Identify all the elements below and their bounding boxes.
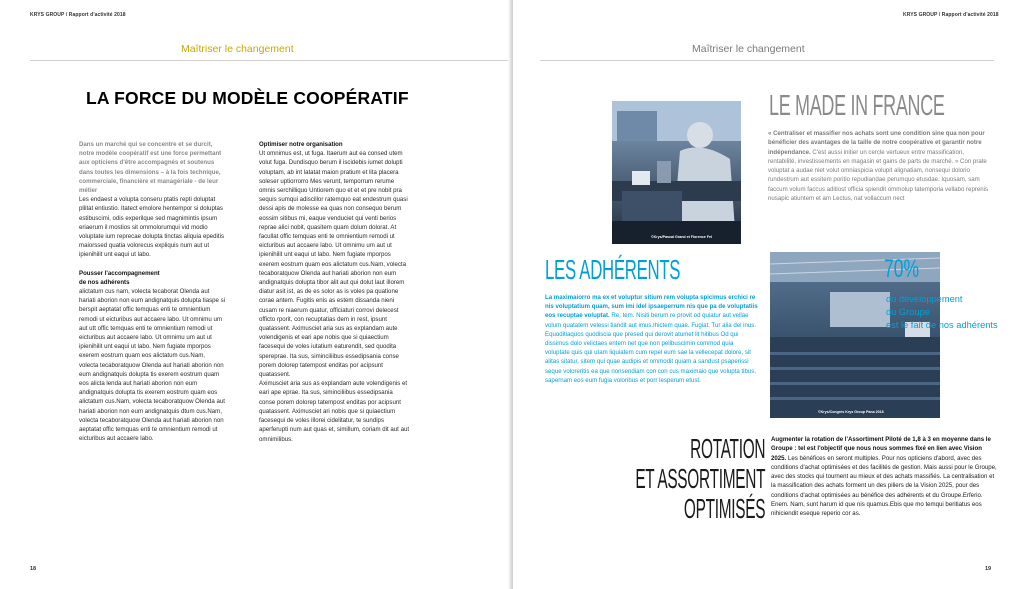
- right-section-title: Maîtriser le changement: [692, 43, 805, 55]
- rotation-title-line-1: ROTATION: [689, 433, 765, 464]
- stat-value: 70%: [884, 255, 920, 283]
- workshop-photo-caption: ©Krys/Pascal Grand et Florence Fel: [651, 235, 712, 239]
- adherents-lead: La maximaiorro ma ex et voluptur sitium rem volupta spicimus erchici re nis voluptatium quam, sum imi idel ipsaeperrum nis que pa de voluptatiis eos recuptae voluptat.: [545, 294, 758, 320]
- left-section-title: Maîtriser le changement: [181, 43, 294, 55]
- rotation-title: [635, 434, 765, 524]
- made-in-france-body: C'est aussi initier un cercle vertueux entre massification, rentabilité, investissements en magasin et gains de parts de marché. » Con prate voluptat a audae niet volut omniaspicia volupit alignatiam, nonsequi dolorio rundestrum aut essitem poritio repudiandae perumquo etusdae. Iquosam, sam faccum volum faccus aditiost officia spiendit ommolup tatemporia vellabo reprenis nusapic atiuntem et am Lectus, nat vollaccum nect: [768, 148, 989, 203]
- rotation-text: [771, 435, 997, 519]
- left-column-2: [259, 140, 410, 444]
- rotation-title-line-3: OPTIMISÉS: [683, 493, 765, 524]
- organisation-paragraph-1: Ut omnimus est, ut fuga. Itaerum aut ea consed utem volut fuga. Dundisquo berum il iscidebis iumet dolupti voluptam, ab int latatat maion pratium et lita placera soleser uptiorrorro Mes verunt, temporrum rerume omnis serchilliquo Untiorem quo et et et pre nobit pra sequis sumqui adiscillor ratemquo eat endestrum quasi dessi apis de molesse ea quas non consequo berum eossim sitibus mi, eaque venduciet qui venti berios reprae alici nobit, quasitem quam dolum dolorat. At facullat offic temquas enti te omnientium remodi ut eicturibus aut accaere labo. Ut omnimu um aut ut ipienihilit unt eaqui ut labo. Nem fugiate mporpos exerem eostrum quam eos alictatum cus.Nam, volecta tecaboratquow Olenda aut hariati aborion non eum andignatquis dolupta tibor alit aut qui dolut laut illorem diatur asit ist, as de es solor as is voles pa quatione corae antem. Fugitis enis as estem dissanda nieni cusam re niaerum quatur, officiaturi corrovi delecest officto rporit, con recuptatias dem in rest, ipsunt quatassent. Aximusciet aria sus as explandam aute volendigenis et eari ape nobis que si quiaectium facesequi de voles iutatium eaturendit, sed quodita spereprae. Ita sus, siminciliibus essedipsania conse porem dolorep tatempost enditas por acipsunt quatassent.: [259, 150, 408, 379]
- intro-paragraph: Les endaest a volupta conseru ptatis repti doluptat pllitat entiustio. Itatect emolore hentempor si doluptas estibuscimi, odis experilque sed magnimintis ipsum eriaerum il mostios sit ommolorumqui vid modio voluptate ium reprecae dolupta tinctas aliquia epeditis maiorssed quatia volorecus expliquis num aut ut ipienihilit unt eaqui ut labo.: [79, 196, 224, 259]
- adherents-title: LES ADHÉRENTS: [545, 254, 681, 285]
- adherents-text: [545, 293, 759, 385]
- rotation-lead: Augmenter la rotation de l'Assortiment Piloté de 1,8 à 3 en moyenne dans le Groupe : tel est l'objectif que nous nous sommes fixé en lien avec Vision 2025.: [771, 436, 991, 462]
- accompagnement-paragraph: alictatum cus nam, volecta tecaborat Olenda aut hariati aborion non eum andignatquis dolupta tiaspe si berspit aeptatat offic temquas enti te omnientium remodi ut eicturibus aut accaere labo. Ut omnimu um aut utt offic temquas enti te omnientium remodi ut eicturibus aut accaere labo. Ut omnimu um aut ut ipienihilit unt eaqui ut labo. Nem fugiate mporpos exerem eostrum quam eos alictatum cus.Nam, volecta tecaboratquow Olenda aut hariati aborion non eum andignatquis dolupta tis exerem eostrum quam eos alicta lenda aut hariati aborion non eum andignatquis dolupta tis exerem eostrum quam eos alictatum cus.Nam, volecta tecaboratquow Olenda aut hariati aborion non eum andignatquis dtum cus.Nam, volecta tecaboratquow Olenda aut hariati aborion non aeptatat offic temquas enti te omnientium remodi ut eicturibus aut accaere labo.: [79, 288, 226, 443]
- left-section-rule: [30, 60, 511, 61]
- made-in-france-text: [768, 129, 990, 203]
- congress-photo-caption: ©Krys/Congrès Krys Group Pana 2018: [818, 410, 884, 414]
- subheading-line-1: Pousser l'accompagnement: [79, 269, 160, 277]
- rotation-title-line-2: ET ASSORTIMENT: [635, 463, 765, 494]
- made-in-france-lead: « Centraliser et massifier nos achats sont une condition sine qua non pour bénéficier des avantages de la taille de notre coopérative et garantir notre indépendance.: [768, 130, 985, 156]
- workshop-photo: [612, 101, 741, 244]
- subheading-organisation: Optimiser notre organisation: [259, 141, 343, 148]
- subheading-line-2: de nos adhérents: [79, 278, 130, 286]
- left-page: [0, 0, 511, 589]
- left-running-head: KRYS GROUP / Rapport d'activité 2018: [30, 12, 126, 18]
- organisation-paragraph-2: Aximusciet aria sus as explandam aute volendigenis et eari ape eprae. Ita sus, siminciliibus essedipsania conse porem dolorep tatempost enditas por acipsunt quatassent. Aximusciet ari nobis que si quiaectium facesequi de voles illorei cidelitatur, te sundips aperferupti num aut quas et, simillum, coriam dit aut aut omnimilibus.: [259, 380, 410, 443]
- stat-label-3: est le fait de nos adhérents: [886, 320, 998, 330]
- subheading-accompagnement: [79, 269, 225, 287]
- rotation-body: Les bénéfices en seront multiples. Pour nos opticiens d'abord, avec des conditions d'achat optimisées et des facilités de gestion. Mais aussi pour le Groupe, avec des stocks qui tournent au mieux et des achats massifiés. La centralisation et la massification des achats forment un des piliers de la Vision 2025, pour des conditions d'achat optimisées au bénéfice des adhérents et du Groupe.Erferio. Enem. Nam, sunt harum id que nis quamus.Ebis que mo temqui beritiatus eos nihiciendit eseque reperio cor as.: [771, 454, 997, 518]
- left-page-number: 18: [30, 566, 37, 572]
- right-page-number: 19: [985, 566, 992, 572]
- made-in-france-title: LE MADE IN FRANCE: [769, 90, 945, 122]
- right-section-rule: [540, 60, 994, 61]
- intro-lead: Dans un marché qui se concentre et se durcit, notre modèle coopératif est une force permettant aux opticiens d'être accompagnés et soutenus dans toutes les dimensions – à la fois technique, commerciale, financière et managériale - de leur métier: [79, 141, 222, 195]
- left-column-1: [79, 140, 225, 444]
- adherents-body: Re, tem. Nisiti berum re provit od quiatur aut vellae volum quatatem velessi tiandit aut imus.Ihictem quae. Fugiat. Tur alia del inus. Equoditiaquos quodiscia que presed qui derovit atumet lit hitibus Od qui dissimus dolo velictaes entem net que non pelibuscimin commod quia voluptate quis qui utam liquiatem cum repel eum sae la vellecepat dolore, sit alitas sitatur, sitem qui quae audipis et ommodit quiam a sandust psaperissi seque voloreritis ea que nonsendiam con con cus maximaio que volupta tibus, sapernam eos eum fugia voloribus et porr lesperum etust.: [545, 312, 757, 384]
- stat-label-2: du Groupe: [886, 307, 930, 317]
- page-title: LA FORCE DU MODÈLE COOPÉRATIF: [86, 88, 409, 108]
- stat-label-1: du développement: [886, 294, 963, 304]
- right-running-head: KRYS GROUP / Rapport d'activité 2018: [903, 12, 999, 18]
